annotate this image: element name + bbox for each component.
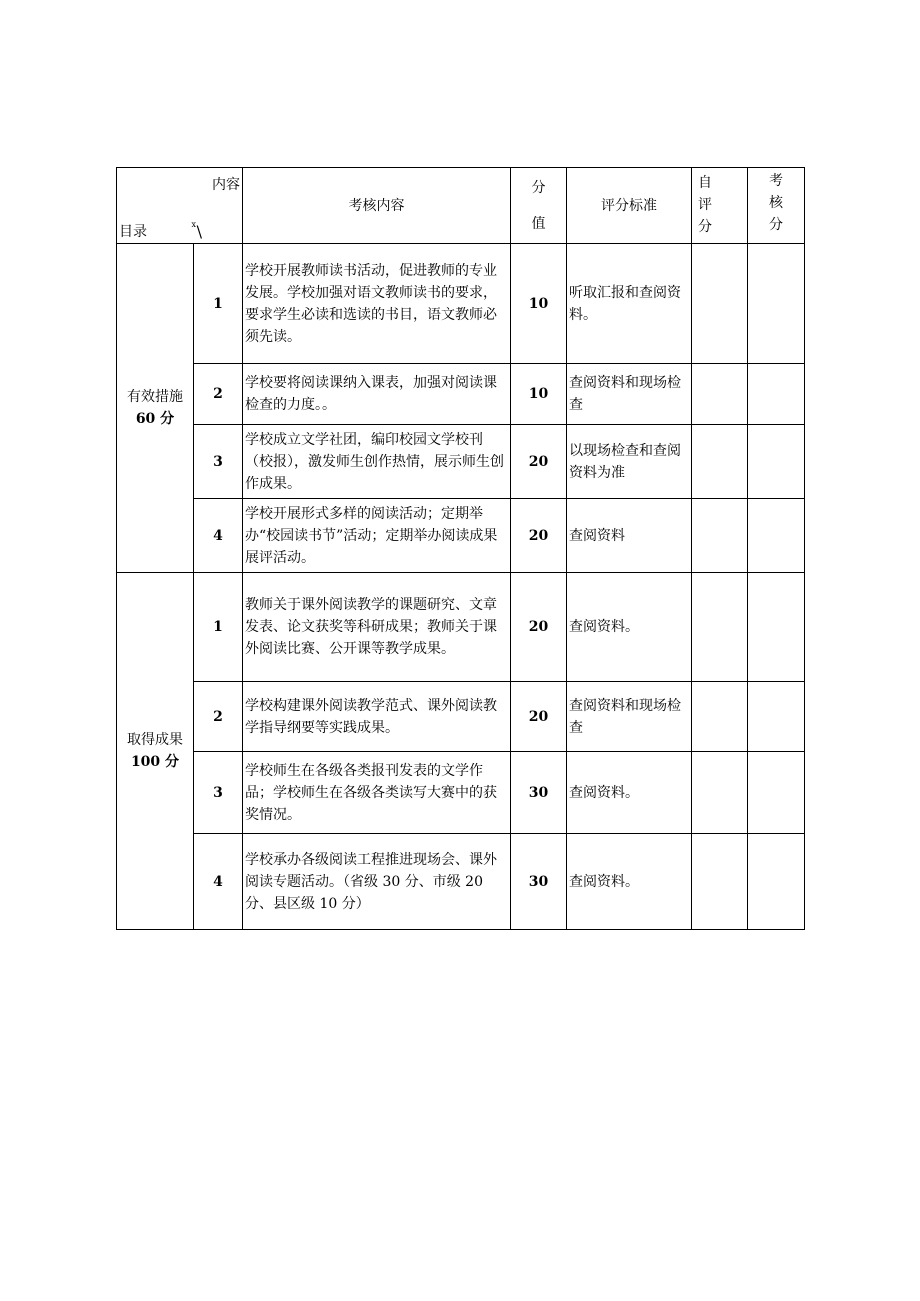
header-content: 考核内容: [243, 168, 511, 244]
row-number: 4: [194, 834, 243, 930]
check-score-char-2: 核: [769, 195, 783, 211]
self-score-char-2: 评: [698, 197, 712, 213]
row-content: 学校承办各级阅读工程推进现场会、课外阅读专题活动。（省级 30 分、市级 20 分、县区级 10 分）: [243, 834, 511, 930]
header-criteria: 评分标准: [567, 168, 692, 244]
category-points: 100 分: [130, 754, 180, 770]
category-name: 有效措施: [127, 389, 183, 405]
row-criteria: 以现场检查和查阅资料为准: [567, 425, 692, 499]
header-score: [511, 168, 567, 244]
row-criteria: 查阅资料。: [567, 573, 692, 682]
table-row: [117, 752, 805, 834]
table-row: [117, 364, 805, 425]
row-score: 20: [511, 425, 567, 499]
row-score: 20: [511, 682, 567, 752]
check-score-char-3: 分: [769, 217, 783, 233]
table-row: [117, 499, 805, 573]
diagonal-header-cell: [117, 168, 243, 244]
check-score-cell[interactable]: [748, 425, 805, 499]
row-content: 学校要将阅读课纳入课表，加强对阅读课检查的力度。。: [243, 364, 511, 425]
self-score-cell[interactable]: [692, 364, 748, 425]
check-score-cell[interactable]: [748, 364, 805, 425]
header-score-top: 分: [531, 179, 546, 196]
row-score: 20: [511, 573, 567, 682]
category-points: 60 分: [135, 411, 175, 427]
self-score-cell[interactable]: [692, 499, 748, 573]
row-score: 30: [511, 752, 567, 834]
table-row: [117, 573, 805, 682]
diag-slash-mark: \: [196, 222, 202, 241]
category-cell: [117, 573, 194, 930]
self-score-cell[interactable]: [692, 834, 748, 930]
row-content: 学校开展形式多样的阅读活动；定期举办“校园读书节”活动；定期举办阅读成果展评活动。: [243, 499, 511, 573]
self-score-char-3: 分: [698, 219, 712, 235]
check-score-cell[interactable]: [748, 573, 805, 682]
check-score-cell[interactable]: [748, 752, 805, 834]
category-name: 取得成果: [127, 732, 183, 748]
table-row: [117, 425, 805, 499]
table-row: [117, 682, 805, 752]
row-score: 20: [511, 499, 567, 573]
header-score-bottom: 值: [531, 215, 546, 232]
row-criteria: 查阅资料和现场检查: [567, 364, 692, 425]
row-score: 10: [511, 364, 567, 425]
check-score-cell[interactable]: [748, 499, 805, 573]
row-number: 4: [194, 499, 243, 573]
row-number: 3: [194, 752, 243, 834]
self-score-cell[interactable]: [692, 573, 748, 682]
row-number: 1: [194, 244, 243, 364]
check-score-cell[interactable]: [748, 682, 805, 752]
header-self-score: [692, 168, 748, 244]
row-criteria: 查阅资料。: [567, 752, 692, 834]
row-content: 学校开展教师读书活动，促进教师的专业发展。学校加强对语文教师读书的要求，要求学生必读和选读的书目，语文教师必须先读。: [243, 244, 511, 364]
self-score-cell[interactable]: [692, 425, 748, 499]
row-content: 学校构建课外阅读教学范式、课外阅读教学指导纲要等实践成果。: [243, 682, 511, 752]
row-content: 教师关于课外阅读教学的课题研究、文章发表、论文获奖等科研成果；教师关于课外阅读比赛、公开课等教学成果。: [243, 573, 511, 682]
row-number: 2: [194, 682, 243, 752]
self-score-char-1: 自: [698, 175, 712, 191]
table-row: [117, 834, 805, 930]
row-criteria: 查阅资料和现场检查: [567, 682, 692, 752]
row-number: 1: [194, 573, 243, 682]
check-score-cell[interactable]: [748, 834, 805, 930]
check-score-char-1: 考: [769, 173, 783, 189]
category-cell: [117, 244, 194, 573]
assessment-table: [116, 167, 805, 930]
self-score-cell[interactable]: [692, 752, 748, 834]
row-criteria: 查阅资料: [567, 499, 692, 573]
diag-x-mark: x: [191, 220, 196, 229]
diag-bottom-label: 目录: [119, 224, 147, 240]
table-row: [117, 244, 805, 364]
row-content: 学校成立文学社团，编印校园文学校刊（校报），激发师生创作热情，展示师生创作成果。: [243, 425, 511, 499]
row-score: 10: [511, 244, 567, 364]
row-criteria: 查阅资料。: [567, 834, 692, 930]
header-check-score: [748, 168, 805, 244]
header-row: [117, 168, 805, 244]
row-number: 3: [194, 425, 243, 499]
diag-top-label: 内容: [212, 177, 240, 193]
row-number: 2: [194, 364, 243, 425]
row-criteria: 听取汇报和查阅资料。: [567, 244, 692, 364]
self-score-cell[interactable]: [692, 244, 748, 364]
check-score-cell[interactable]: [748, 244, 805, 364]
row-content: 学校师生在各级各类报刊发表的文学作品；学校师生在各级各类读写大赛中的获奖情况。: [243, 752, 511, 834]
row-score: 30: [511, 834, 567, 930]
self-score-cell[interactable]: [692, 682, 748, 752]
